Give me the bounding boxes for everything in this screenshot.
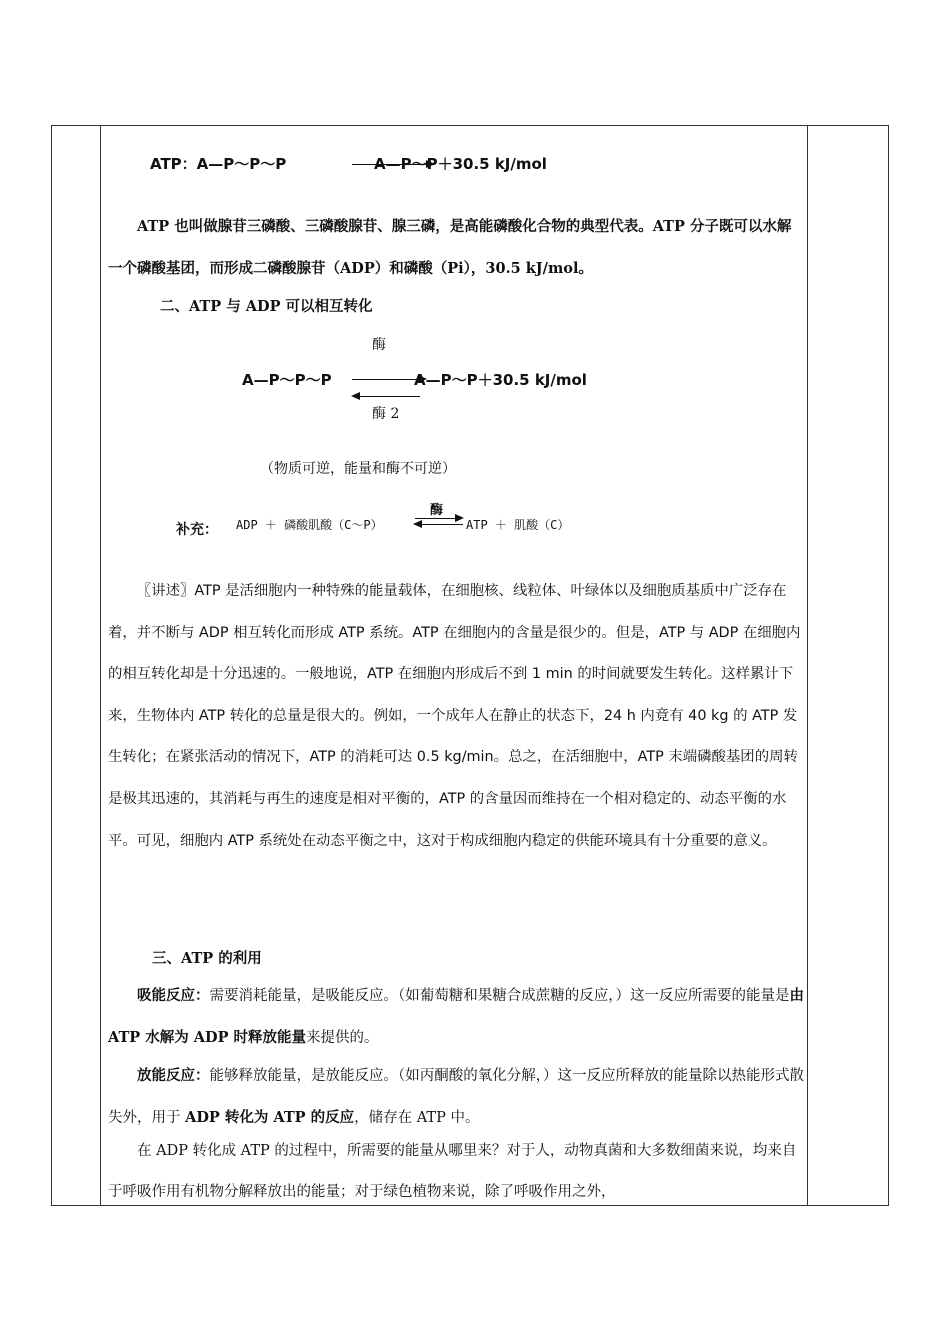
enzyme-bottom-label: 酶 2	[372, 406, 400, 422]
reversibility-note: （物质可逆，能量和酶不可逆）	[260, 461, 456, 477]
enzyme-top-label: 酶	[372, 337, 386, 353]
supplement-right: ATP ＋ 肌酸（C）	[466, 518, 570, 532]
supplement-left: ADP ＋ 磷酸肌酸（C～P）	[236, 518, 383, 532]
section-3-heading: 三、ATP 的利用	[152, 950, 262, 967]
equation2-reverse-arrow	[360, 396, 420, 397]
exergonic-paragraph: 放能反应：能够释放能量，是放能反应。（如丙酮酸的氧化分解，）这一反应所释放的能量除以热能形式散失外，用于 ADP 转化为 ATP 的反应，储存在 ATP 中。	[108, 1067, 804, 1126]
supplement-label: 补充：	[176, 522, 218, 538]
column-divider-right	[807, 126, 808, 1205]
equation2-reverse-arrowhead	[351, 392, 360, 400]
endergonic-paragraph: 吸能反应：需要消耗能量，是吸能反应。（如葡萄糖和果糖合成蔗糖的反应，）这一反应所需要的能量是由 ATP 水解为 ADP 时释放能量来提供的。	[108, 987, 804, 1046]
equation2-right: A—P～P＋30.5 kJ/mol	[414, 371, 587, 389]
supplement-forward-arrowhead	[455, 514, 464, 522]
supplement-enzyme: 酶	[430, 503, 444, 518]
equation2-forward-arrow	[352, 379, 422, 380]
supplement-reverse-arrow	[421, 524, 463, 525]
content-cell	[108, 125, 806, 1206]
equation-atp-left: ATP：A—P～P～P	[150, 155, 287, 173]
lecture-paragraph: 〖讲述〗ATP 是活细胞内一种特殊的能量载体，在细胞核、线粒体、叶绿体以及细胞质基质中广泛存在着，并不断与 ADP 相互转化而形成 ATP 系统。ATP 在细胞内的含量是很少的。但是，ATP 与 ADP 在细胞内的相互转化却是十分迅速的。一般地说，ATP 在细胞内形成后不到 1 min 的时间就要发生转化。这样累计下来，生物体内 ATP 转化的总量是很大的。例如，一个成年人在静止的状态下，24 h 内竟有 40 kg 的 ATP 发生转化；在紧张活动的情况下，ATP 的消耗可达 0.5 kg/min。总之，在活细胞中，ATP 末端磷酸基团的周转是极其迅速的，其消耗与再生的速度是相对平衡的，ATP 的含量因而维持在一个相对稳定的、动态平衡的水平。可见，细胞内 ATP 系统处在动态平衡之中，这对于构成细胞内稳定的供能环境具有十分重要的意义。	[108, 583, 801, 849]
intro-paragraph: ATP 也叫做腺苷三磷酸、三磷酸腺苷、腺三磷，是高能磷酸化合物的典型代表。ATP 分子既可以水解一个磷酸基团，而形成二磷酸腺苷（ADP）和磷酸（Pi），30.5 kJ/mol。	[108, 218, 792, 277]
energy-source-paragraph: 在 ADP 转化成 ATP 的过程中，所需要的能量从哪里来？对于人，动物真菌和大多数细菌来说，均来自于呼吸作用有机物分解释放出的能量；对于绿色植物来说，除了呼吸作用之外，	[108, 1143, 797, 1200]
supplement-reverse-arrowhead	[413, 520, 422, 528]
equation2-left: A—P～P～P	[242, 371, 332, 389]
section-2-heading: 二、ATP 与 ADP 可以相互转化	[160, 298, 373, 315]
supplement-forward-arrow	[415, 518, 457, 519]
column-divider-left	[100, 126, 101, 1205]
equation-atp-right: A—P～P＋30.5 kJ/mol	[374, 155, 547, 173]
